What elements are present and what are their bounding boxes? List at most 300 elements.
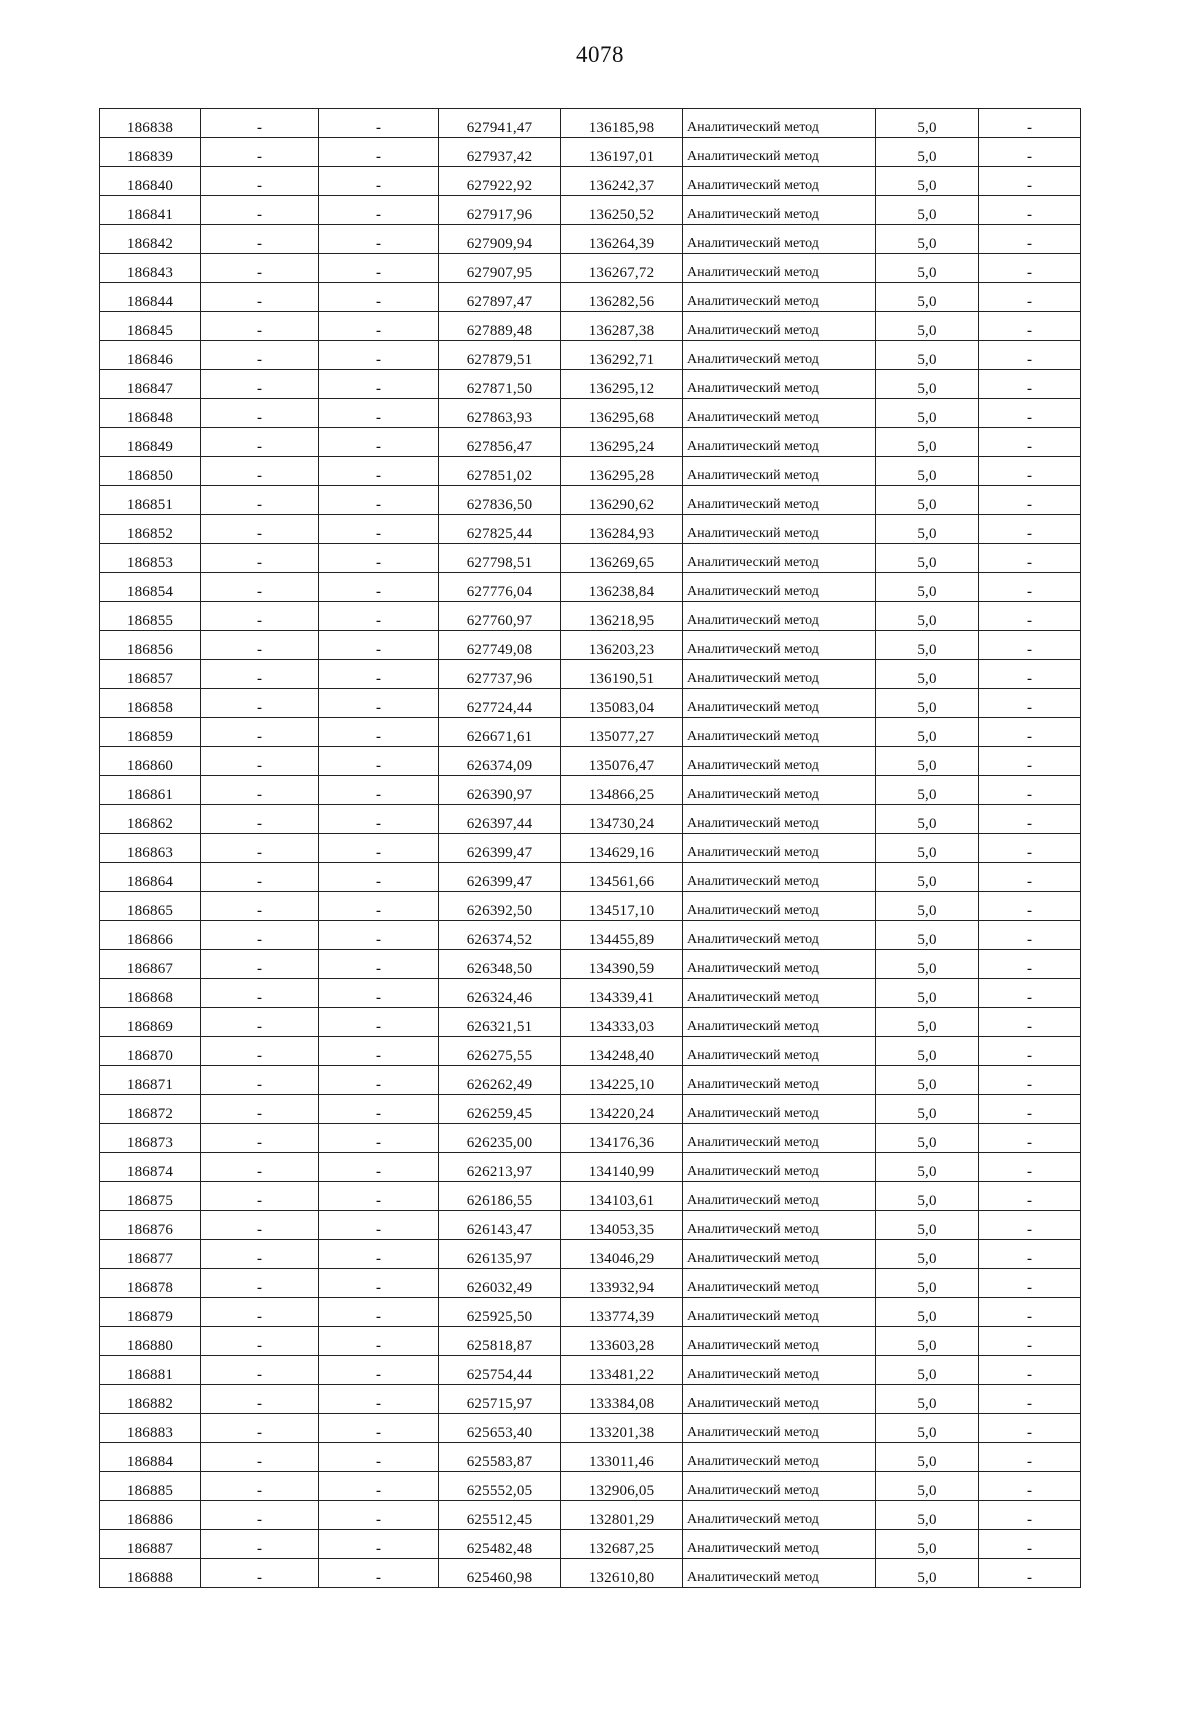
method-cell: Аналитический метод <box>683 1356 876 1385</box>
y-coordinate-cell: 134220,24 <box>561 1095 683 1124</box>
empty-x-cell: - <box>201 1211 319 1240</box>
empty-x-cell: - <box>201 892 319 921</box>
point-id-cell: 186847 <box>100 370 201 399</box>
note-cell: - <box>979 1124 1081 1153</box>
note-cell: - <box>979 1211 1081 1240</box>
note-cell: - <box>979 805 1081 834</box>
table-row <box>100 428 1081 457</box>
accuracy-cell: 5,0 <box>876 747 979 776</box>
method-cell: Аналитический метод <box>683 138 876 167</box>
table-row <box>100 225 1081 254</box>
empty-x-cell: - <box>201 1472 319 1501</box>
x-coordinate-cell: 627856,47 <box>439 428 561 457</box>
x-coordinate-cell: 627909,94 <box>439 225 561 254</box>
point-id-cell: 186868 <box>100 979 201 1008</box>
empty-y-cell: - <box>319 631 439 660</box>
note-cell: - <box>979 1443 1081 1472</box>
table-row <box>100 573 1081 602</box>
x-coordinate-cell: 627749,08 <box>439 631 561 660</box>
method-cell: Аналитический метод <box>683 1037 876 1066</box>
point-id-cell: 186881 <box>100 1356 201 1385</box>
accuracy-cell: 5,0 <box>876 1298 979 1327</box>
y-coordinate-cell: 136197,01 <box>561 138 683 167</box>
accuracy-cell: 5,0 <box>876 1501 979 1530</box>
empty-y-cell: - <box>319 1501 439 1530</box>
table-row <box>100 1559 1081 1588</box>
empty-x-cell: - <box>201 1240 319 1269</box>
note-cell: - <box>979 515 1081 544</box>
table-row <box>100 1356 1081 1385</box>
x-coordinate-cell: 626135,97 <box>439 1240 561 1269</box>
accuracy-cell: 5,0 <box>876 863 979 892</box>
x-coordinate-cell: 627737,96 <box>439 660 561 689</box>
note-cell: - <box>979 370 1081 399</box>
empty-x-cell: - <box>201 1095 319 1124</box>
table-row <box>100 370 1081 399</box>
point-id-cell: 186883 <box>100 1414 201 1443</box>
empty-x-cell: - <box>201 1414 319 1443</box>
point-id-cell: 186887 <box>100 1530 201 1559</box>
x-coordinate-cell: 627922,92 <box>439 167 561 196</box>
table-row <box>100 1385 1081 1414</box>
accuracy-cell: 5,0 <box>876 1385 979 1414</box>
accuracy-cell: 5,0 <box>876 1124 979 1153</box>
method-cell: Аналитический метод <box>683 863 876 892</box>
note-cell: - <box>979 138 1081 167</box>
x-coordinate-cell: 627798,51 <box>439 544 561 573</box>
point-id-cell: 186849 <box>100 428 201 457</box>
accuracy-cell: 5,0 <box>876 979 979 1008</box>
note-cell: - <box>979 428 1081 457</box>
y-coordinate-cell: 136295,68 <box>561 399 683 428</box>
note-cell: - <box>979 1066 1081 1095</box>
empty-y-cell: - <box>319 921 439 950</box>
note-cell: - <box>979 341 1081 370</box>
note-cell: - <box>979 689 1081 718</box>
method-cell: Аналитический метод <box>683 1559 876 1588</box>
note-cell: - <box>979 1385 1081 1414</box>
y-coordinate-cell: 134339,41 <box>561 979 683 1008</box>
y-coordinate-cell: 133774,39 <box>561 1298 683 1327</box>
y-coordinate-cell: 132610,80 <box>561 1559 683 1588</box>
accuracy-cell: 5,0 <box>876 1327 979 1356</box>
note-cell: - <box>979 1472 1081 1501</box>
empty-y-cell: - <box>319 1327 439 1356</box>
accuracy-cell: 5,0 <box>876 312 979 341</box>
accuracy-cell: 5,0 <box>876 196 979 225</box>
note-cell: - <box>979 486 1081 515</box>
empty-y-cell: - <box>319 689 439 718</box>
method-cell: Аналитический метод <box>683 602 876 631</box>
accuracy-cell: 5,0 <box>876 1037 979 1066</box>
point-id-cell: 186861 <box>100 776 201 805</box>
note-cell: - <box>979 1327 1081 1356</box>
method-cell: Аналитический метод <box>683 1153 876 1182</box>
method-cell: Аналитический метод <box>683 1327 876 1356</box>
empty-y-cell: - <box>319 1559 439 1588</box>
method-cell: Аналитический метод <box>683 428 876 457</box>
note-cell: - <box>979 254 1081 283</box>
accuracy-cell: 5,0 <box>876 283 979 312</box>
empty-x-cell: - <box>201 1269 319 1298</box>
empty-x-cell: - <box>201 979 319 1008</box>
empty-x-cell: - <box>201 950 319 979</box>
note-cell: - <box>979 109 1081 138</box>
table-row <box>100 399 1081 428</box>
empty-y-cell: - <box>319 283 439 312</box>
method-cell: Аналитический метод <box>683 544 876 573</box>
accuracy-cell: 5,0 <box>876 892 979 921</box>
x-coordinate-cell: 626374,52 <box>439 921 561 950</box>
empty-x-cell: - <box>201 370 319 399</box>
empty-y-cell: - <box>319 1211 439 1240</box>
y-coordinate-cell: 133481,22 <box>561 1356 683 1385</box>
method-cell: Аналитический метод <box>683 1124 876 1153</box>
x-coordinate-cell: 625818,87 <box>439 1327 561 1356</box>
accuracy-cell: 5,0 <box>876 225 979 254</box>
x-coordinate-cell: 626374,09 <box>439 747 561 776</box>
page-number: 4078 <box>576 42 624 67</box>
table-row <box>100 1008 1081 1037</box>
empty-y-cell: - <box>319 486 439 515</box>
accuracy-cell: 5,0 <box>876 399 979 428</box>
empty-y-cell: - <box>319 950 439 979</box>
method-cell: Аналитический метод <box>683 341 876 370</box>
y-coordinate-cell: 134248,40 <box>561 1037 683 1066</box>
empty-y-cell: - <box>319 370 439 399</box>
empty-y-cell: - <box>319 1008 439 1037</box>
point-id-cell: 186867 <box>100 950 201 979</box>
note-cell: - <box>979 399 1081 428</box>
y-coordinate-cell: 136218,95 <box>561 602 683 631</box>
accuracy-cell: 5,0 <box>876 921 979 950</box>
table-row <box>100 1501 1081 1530</box>
method-cell: Аналитический метод <box>683 1269 876 1298</box>
empty-y-cell: - <box>319 138 439 167</box>
empty-y-cell: - <box>319 1153 439 1182</box>
table-row <box>100 950 1081 979</box>
empty-x-cell: - <box>201 834 319 863</box>
point-id-cell: 186853 <box>100 544 201 573</box>
accuracy-cell: 5,0 <box>876 1211 979 1240</box>
x-coordinate-cell: 627889,48 <box>439 312 561 341</box>
note-cell: - <box>979 602 1081 631</box>
method-cell: Аналитический метод <box>683 254 876 283</box>
empty-y-cell: - <box>319 254 439 283</box>
empty-x-cell: - <box>201 602 319 631</box>
y-coordinate-cell: 133603,28 <box>561 1327 683 1356</box>
note-cell: - <box>979 892 1081 921</box>
empty-y-cell: - <box>319 660 439 689</box>
x-coordinate-cell: 626390,97 <box>439 776 561 805</box>
accuracy-cell: 5,0 <box>876 1356 979 1385</box>
note-cell: - <box>979 225 1081 254</box>
x-coordinate-cell: 627871,50 <box>439 370 561 399</box>
empty-y-cell: - <box>319 428 439 457</box>
y-coordinate-cell: 133932,94 <box>561 1269 683 1298</box>
y-coordinate-cell: 132687,25 <box>561 1530 683 1559</box>
method-cell: Аналитический метод <box>683 1414 876 1443</box>
method-cell: Аналитический метод <box>683 921 876 950</box>
x-coordinate-cell: 627897,47 <box>439 283 561 312</box>
empty-y-cell: - <box>319 341 439 370</box>
x-coordinate-cell: 626143,47 <box>439 1211 561 1240</box>
empty-y-cell: - <box>319 602 439 631</box>
note-cell: - <box>979 631 1081 660</box>
note-cell: - <box>979 1414 1081 1443</box>
table-row <box>100 776 1081 805</box>
y-coordinate-cell: 134225,10 <box>561 1066 683 1095</box>
table-row <box>100 1327 1081 1356</box>
note-cell: - <box>979 1095 1081 1124</box>
accuracy-cell: 5,0 <box>876 457 979 486</box>
empty-y-cell: - <box>319 1269 439 1298</box>
x-coordinate-cell: 627776,04 <box>439 573 561 602</box>
y-coordinate-cell: 136242,37 <box>561 167 683 196</box>
table-row <box>100 312 1081 341</box>
table-row <box>100 631 1081 660</box>
point-id-cell: 186873 <box>100 1124 201 1153</box>
point-id-cell: 186882 <box>100 1385 201 1414</box>
point-id-cell: 186838 <box>100 109 201 138</box>
note-cell: - <box>979 457 1081 486</box>
note-cell: - <box>979 834 1081 863</box>
point-id-cell: 186863 <box>100 834 201 863</box>
point-id-cell: 186840 <box>100 167 201 196</box>
empty-y-cell: - <box>319 1530 439 1559</box>
point-id-cell: 186859 <box>100 718 201 747</box>
x-coordinate-cell: 627760,97 <box>439 602 561 631</box>
note-cell: - <box>979 283 1081 312</box>
table-row <box>100 254 1081 283</box>
y-coordinate-cell: 136269,65 <box>561 544 683 573</box>
method-cell: Аналитический метод <box>683 399 876 428</box>
table-row <box>100 602 1081 631</box>
empty-x-cell: - <box>201 863 319 892</box>
accuracy-cell: 5,0 <box>876 1530 979 1559</box>
x-coordinate-cell: 626397,44 <box>439 805 561 834</box>
empty-x-cell: - <box>201 573 319 602</box>
table-row <box>100 1211 1081 1240</box>
empty-x-cell: - <box>201 225 319 254</box>
x-coordinate-cell: 626671,61 <box>439 718 561 747</box>
empty-x-cell: - <box>201 718 319 747</box>
point-id-cell: 186878 <box>100 1269 201 1298</box>
point-id-cell: 186839 <box>100 138 201 167</box>
empty-x-cell: - <box>201 486 319 515</box>
method-cell: Аналитический метод <box>683 1501 876 1530</box>
point-id-cell: 186850 <box>100 457 201 486</box>
table-row <box>100 863 1081 892</box>
empty-x-cell: - <box>201 457 319 486</box>
y-coordinate-cell: 135076,47 <box>561 747 683 776</box>
table-row <box>100 138 1081 167</box>
point-id-cell: 186862 <box>100 805 201 834</box>
y-coordinate-cell: 136292,71 <box>561 341 683 370</box>
x-coordinate-cell: 626392,50 <box>439 892 561 921</box>
empty-x-cell: - <box>201 1530 319 1559</box>
x-coordinate-cell: 625512,45 <box>439 1501 561 1530</box>
note-cell: - <box>979 776 1081 805</box>
method-cell: Аналитический метод <box>683 167 876 196</box>
accuracy-cell: 5,0 <box>876 573 979 602</box>
point-id-cell: 186866 <box>100 921 201 950</box>
table-row <box>100 283 1081 312</box>
point-id-cell: 186860 <box>100 747 201 776</box>
empty-x-cell: - <box>201 1037 319 1066</box>
empty-y-cell: - <box>319 1066 439 1095</box>
method-cell: Аналитический метод <box>683 312 876 341</box>
empty-y-cell: - <box>319 834 439 863</box>
empty-y-cell: - <box>319 1472 439 1501</box>
point-id-cell: 186874 <box>100 1153 201 1182</box>
method-cell: Аналитический метод <box>683 109 876 138</box>
note-cell: - <box>979 863 1081 892</box>
coordinates-table <box>99 108 1081 1588</box>
empty-x-cell: - <box>201 1298 319 1327</box>
empty-x-cell: - <box>201 776 319 805</box>
empty-y-cell: - <box>319 167 439 196</box>
accuracy-cell: 5,0 <box>876 370 979 399</box>
point-id-cell: 186864 <box>100 863 201 892</box>
point-id-cell: 186872 <box>100 1095 201 1124</box>
note-cell: - <box>979 573 1081 602</box>
empty-x-cell: - <box>201 341 319 370</box>
empty-x-cell: - <box>201 167 319 196</box>
table-row <box>100 1124 1081 1153</box>
x-coordinate-cell: 627879,51 <box>439 341 561 370</box>
empty-x-cell: - <box>201 109 319 138</box>
y-coordinate-cell: 133201,38 <box>561 1414 683 1443</box>
note-cell: - <box>979 1356 1081 1385</box>
accuracy-cell: 5,0 <box>876 1414 979 1443</box>
y-coordinate-cell: 136238,84 <box>561 573 683 602</box>
method-cell: Аналитический метод <box>683 892 876 921</box>
x-coordinate-cell: 625653,40 <box>439 1414 561 1443</box>
point-id-cell: 186843 <box>100 254 201 283</box>
empty-x-cell: - <box>201 1124 319 1153</box>
accuracy-cell: 5,0 <box>876 1472 979 1501</box>
x-coordinate-cell: 627937,42 <box>439 138 561 167</box>
accuracy-cell: 5,0 <box>876 950 979 979</box>
accuracy-cell: 5,0 <box>876 689 979 718</box>
accuracy-cell: 5,0 <box>876 805 979 834</box>
point-id-cell: 186854 <box>100 573 201 602</box>
method-cell: Аналитический метод <box>683 1472 876 1501</box>
empty-y-cell: - <box>319 515 439 544</box>
x-coordinate-cell: 626032,49 <box>439 1269 561 1298</box>
empty-y-cell: - <box>319 747 439 776</box>
y-coordinate-cell: 136295,28 <box>561 457 683 486</box>
empty-x-cell: - <box>201 921 319 950</box>
y-coordinate-cell: 134103,61 <box>561 1182 683 1211</box>
empty-y-cell: - <box>319 863 439 892</box>
y-coordinate-cell: 134730,24 <box>561 805 683 834</box>
y-coordinate-cell: 133384,08 <box>561 1385 683 1414</box>
empty-x-cell: - <box>201 805 319 834</box>
accuracy-cell: 5,0 <box>876 1095 979 1124</box>
point-id-cell: 186869 <box>100 1008 201 1037</box>
method-cell: Аналитический метод <box>683 1066 876 1095</box>
method-cell: Аналитический метод <box>683 834 876 863</box>
table-row <box>100 341 1081 370</box>
x-coordinate-cell: 626399,47 <box>439 834 561 863</box>
empty-x-cell: - <box>201 1559 319 1588</box>
point-id-cell: 186871 <box>100 1066 201 1095</box>
empty-x-cell: - <box>201 1385 319 1414</box>
note-cell: - <box>979 196 1081 225</box>
x-coordinate-cell: 626259,45 <box>439 1095 561 1124</box>
table-row <box>100 1240 1081 1269</box>
accuracy-cell: 5,0 <box>876 660 979 689</box>
x-coordinate-cell: 625482,48 <box>439 1530 561 1559</box>
table-row <box>100 892 1081 921</box>
accuracy-cell: 5,0 <box>876 341 979 370</box>
accuracy-cell: 5,0 <box>876 631 979 660</box>
method-cell: Аналитический метод <box>683 718 876 747</box>
point-id-cell: 186845 <box>100 312 201 341</box>
table-row <box>100 805 1081 834</box>
note-cell: - <box>979 544 1081 573</box>
table-row <box>100 660 1081 689</box>
point-id-cell: 186855 <box>100 602 201 631</box>
table-row <box>100 1472 1081 1501</box>
accuracy-cell: 5,0 <box>876 1269 979 1298</box>
empty-y-cell: - <box>319 979 439 1008</box>
method-cell: Аналитический метод <box>683 805 876 834</box>
table-row <box>100 1037 1081 1066</box>
accuracy-cell: 5,0 <box>876 1153 979 1182</box>
method-cell: Аналитический метод <box>683 979 876 1008</box>
point-id-cell: 186879 <box>100 1298 201 1327</box>
point-id-cell: 186885 <box>100 1472 201 1501</box>
table-row <box>100 167 1081 196</box>
y-coordinate-cell: 135083,04 <box>561 689 683 718</box>
empty-y-cell: - <box>319 312 439 341</box>
accuracy-cell: 5,0 <box>876 1066 979 1095</box>
note-cell: - <box>979 1240 1081 1269</box>
x-coordinate-cell: 626348,50 <box>439 950 561 979</box>
y-coordinate-cell: 132906,05 <box>561 1472 683 1501</box>
empty-x-cell: - <box>201 399 319 428</box>
y-coordinate-cell: 134140,99 <box>561 1153 683 1182</box>
method-cell: Аналитический метод <box>683 776 876 805</box>
accuracy-cell: 5,0 <box>876 138 979 167</box>
note-cell: - <box>979 1559 1081 1588</box>
accuracy-cell: 5,0 <box>876 1443 979 1472</box>
note-cell: - <box>979 167 1081 196</box>
empty-x-cell: - <box>201 689 319 718</box>
point-id-cell: 186888 <box>100 1559 201 1588</box>
note-cell: - <box>979 1182 1081 1211</box>
y-coordinate-cell: 134517,10 <box>561 892 683 921</box>
empty-y-cell: - <box>319 1385 439 1414</box>
y-coordinate-cell: 134046,29 <box>561 1240 683 1269</box>
note-cell: - <box>979 312 1081 341</box>
method-cell: Аналитический метод <box>683 1298 876 1327</box>
empty-y-cell: - <box>319 457 439 486</box>
method-cell: Аналитический метод <box>683 486 876 515</box>
point-id-cell: 186865 <box>100 892 201 921</box>
x-coordinate-cell: 627851,02 <box>439 457 561 486</box>
accuracy-cell: 5,0 <box>876 544 979 573</box>
x-coordinate-cell: 626275,55 <box>439 1037 561 1066</box>
table-row <box>100 1066 1081 1095</box>
method-cell: Аналитический метод <box>683 196 876 225</box>
y-coordinate-cell: 136295,24 <box>561 428 683 457</box>
y-coordinate-cell: 136290,62 <box>561 486 683 515</box>
table-row <box>100 718 1081 747</box>
